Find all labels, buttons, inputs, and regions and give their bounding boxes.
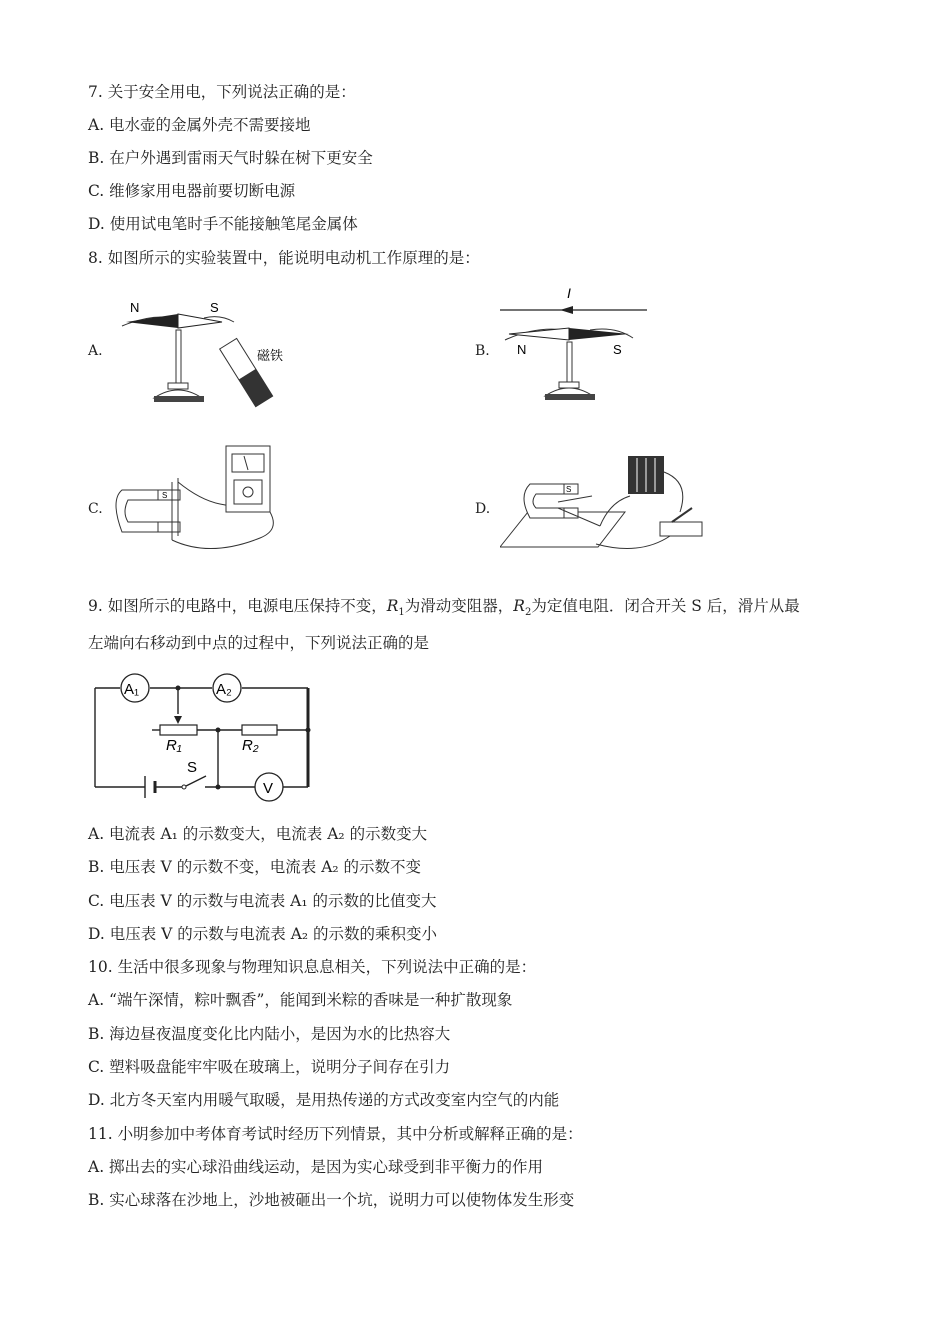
q11-stem: 11. 小明参加中考体育考试时经历下列情景，其中分析或解释正确的是：	[88, 1125, 583, 1143]
circuit-switch-label: S	[187, 759, 198, 776]
circuit-a1-label: A₁	[124, 681, 140, 698]
q9-stem-line1	[88, 596, 800, 623]
q9-circuit-diagram	[90, 672, 330, 807]
fig-a-magnet-label: 磁铁	[257, 348, 284, 363]
circuit-v-label: V	[263, 780, 274, 797]
q10-stem: 10. 生活中很多现象与物理知识息息相关，下列说法中正确的是：	[88, 958, 537, 976]
q9-option-c: C. 电压表 V 的示数与电流表 A₁ 的示数的比值变大	[88, 892, 437, 910]
q9-stem-line2: 左端向右移动到中点的过程中，下列说法正确的是	[88, 634, 430, 652]
q7-option-c: C. 维修家用电器前要切断电源	[88, 182, 296, 200]
q10-option-a: A. “端午深情，粽叶飘香”，能闻到米粽的香味是一种扩散现象	[88, 991, 513, 1009]
fig-b-n-label: N	[517, 342, 527, 357]
fig-b-s-label: S	[613, 342, 622, 357]
q9-r2-subscript: 2	[524, 607, 532, 619]
q8-label-a: A.	[88, 343, 103, 359]
q10-option-b: B. 海边昼夜温度变化比内陆小，是因为水的比热容大	[88, 1025, 451, 1043]
q8-label-d: D.	[475, 501, 491, 517]
q10-option-d: D. 北方冬天室内用暖气取暖，是用热传递的方式改变室内空气的内能	[88, 1091, 560, 1109]
circuit-a2-label: A₂	[216, 681, 232, 698]
fig-d-s-label: S	[566, 485, 572, 494]
q9-option-b: B. 电压表 V 的示数不变，电流表 A₂ 的示数不变	[88, 858, 422, 876]
circuit-r1-label: R₁	[166, 737, 182, 754]
q8-label-b: B.	[475, 343, 490, 359]
fig-c-s-label: S	[162, 491, 168, 500]
q7-option-b: B. 在户外遇到雷雨天气时躲在树下更安全	[88, 149, 373, 167]
q7-option-d: D. 使用试电笔时手不能接触笔尾金属体	[88, 215, 358, 233]
q10-option-c: C. 塑料吸盘能牢牢吸在玻璃上，说明分子间存在引力	[88, 1058, 451, 1076]
q11-option-b: B. 实心球落在沙地上，沙地被砸出一个坑，说明力可以使物体发生形变	[88, 1191, 575, 1209]
fig-a-s-label: S	[210, 300, 219, 315]
q8-label-c: C.	[88, 501, 103, 517]
q7-option-a: A. 电水壶的金属外壳不需要接地	[88, 116, 311, 134]
figure-d-motor	[500, 452, 720, 557]
q9-r1-symbol: R	[386, 597, 399, 615]
q9-r2-symbol: R	[513, 597, 525, 615]
fig-b-current-label: I	[567, 285, 571, 301]
figure-a-compass-magnet	[110, 290, 310, 415]
q7-stem: 7. 关于安全用电，下列说法正确的是：	[88, 83, 356, 101]
q9-stem-part3: 为定值电阻．闭合开关 S 后，滑片从最	[531, 597, 800, 615]
q9-stem-part1: 9. 如图所示的电路中，电源电压保持不变，	[88, 597, 387, 615]
q9-stem-part2: 为滑动变阻器，	[404, 597, 514, 615]
figure-c-induction	[110, 440, 290, 560]
q9-option-a: A. 电流表 A₁ 的示数变大，电流表 A₂ 的示数变大	[88, 825, 428, 843]
q9-option-d: D. 电压表 V 的示数与电流表 A₂ 的示数的乘积变小	[88, 925, 438, 943]
q11-option-a: A. 掷出去的实心球沿曲线运动，是因为实心球受到非平衡力的作用	[88, 1158, 544, 1176]
q9-r1-subscript: 1	[398, 607, 405, 619]
fig-a-n-label: N	[130, 300, 140, 315]
figure-b-oersted	[495, 282, 675, 412]
circuit-r2-label: R₂	[242, 737, 259, 754]
q8-stem: 8. 如图所示的实验装置中，能说明电动机工作原理的是：	[88, 249, 480, 267]
